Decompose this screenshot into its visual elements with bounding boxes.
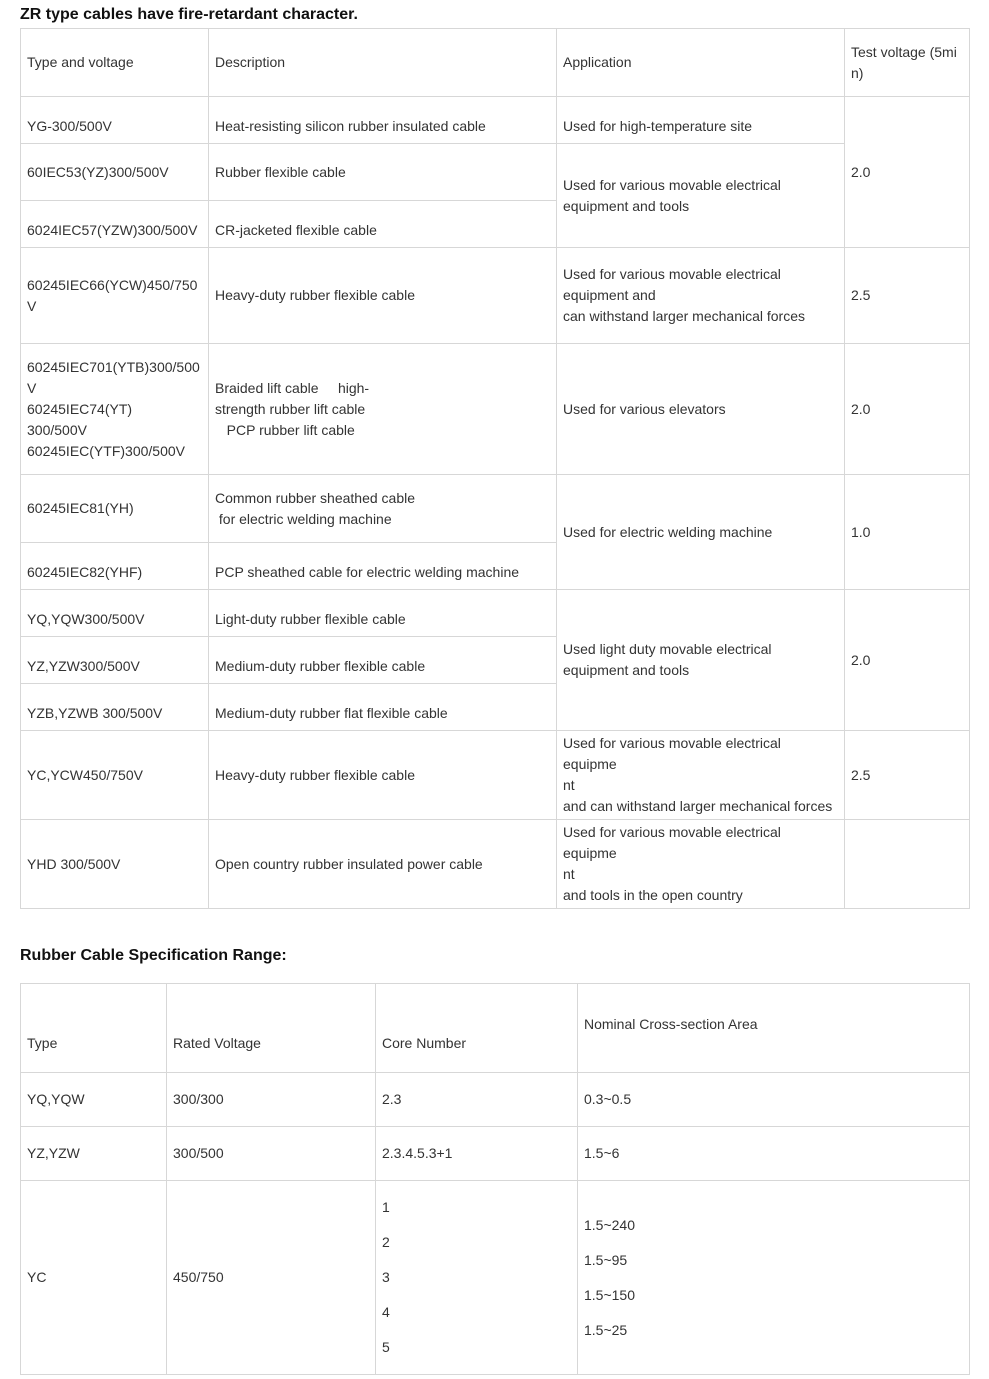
cell-type: YG-300/500V bbox=[21, 97, 209, 144]
cell-type: 60245IEC82(YHF) bbox=[21, 543, 209, 590]
cell-type: 60IEC53(YZ)300/500V bbox=[21, 144, 209, 201]
header-core-number: Core Number bbox=[376, 984, 578, 1073]
cell-type: YQ,YQW bbox=[21, 1073, 167, 1127]
table-row bbox=[21, 1181, 970, 1375]
cell-description: CR-jacketed flexible cable bbox=[209, 201, 557, 248]
cell-test-voltage bbox=[845, 820, 970, 909]
header-cross-section: Nominal Cross-section Area bbox=[578, 984, 970, 1073]
cell-test-voltage: 2.5 bbox=[845, 731, 970, 820]
section1-title: ZR type cables have fire-retardant character. bbox=[20, 6, 358, 23]
cell-description: Open country rubber insulated power cable bbox=[209, 820, 557, 909]
table-row bbox=[21, 248, 970, 344]
cell-test-voltage: 2.5 bbox=[845, 248, 970, 344]
cell-type: YZ,YZW bbox=[21, 1127, 167, 1181]
core-number-item: 4 bbox=[382, 1304, 390, 1320]
cell-test-voltage: 1.0 bbox=[845, 475, 970, 590]
cell-description: Heavy-duty rubber flexible cable bbox=[209, 248, 557, 344]
section2-title: Rubber Cable Specification Range: bbox=[20, 947, 287, 964]
cell-test-voltage: 2.0 bbox=[845, 344, 970, 475]
cell-description: Braided lift cable high- strength rubber lift cable PCP rubber lift cable bbox=[209, 344, 557, 475]
cell-description: Light-duty rubber flexible cable bbox=[209, 590, 557, 637]
zr-cable-table bbox=[20, 28, 970, 909]
cell-application: Used for various movable electrical equipment and tools bbox=[557, 144, 845, 248]
core-number-item: 1 bbox=[382, 1199, 390, 1215]
cross-section-item: 1.5~150 bbox=[584, 1286, 635, 1303]
cross-section-list bbox=[584, 1208, 963, 1348]
cell-application: Used for electric welding machine bbox=[557, 475, 845, 590]
cell-type: 6024IEC57(YZW)300/500V bbox=[21, 201, 209, 248]
cell-core-number: 2.3 bbox=[376, 1073, 578, 1127]
header-rated-voltage: Rated Voltage bbox=[167, 984, 376, 1073]
cell-core-number: 2.3.4.5.3+1 bbox=[376, 1127, 578, 1181]
table-row bbox=[21, 590, 970, 637]
cell-type: 60245IEC66(YCW)450/750V bbox=[21, 248, 209, 344]
cell-application: Used for various movable electrical equipme nt and can withstand larger mechanical forces bbox=[557, 731, 845, 820]
table-row bbox=[21, 820, 970, 909]
cell-type: 60245IEC81(YH) bbox=[21, 475, 209, 543]
cell-rated-voltage: 300/500 bbox=[167, 1127, 376, 1181]
cell-description: Medium-duty rubber flexible cable bbox=[209, 637, 557, 684]
table-row bbox=[21, 97, 970, 144]
table-row bbox=[21, 1073, 970, 1127]
cell-application: Used for high-temperature site bbox=[557, 97, 845, 144]
cell-type: YC bbox=[21, 1181, 167, 1375]
header-test-voltage: Test voltage (5mi n) bbox=[845, 29, 970, 97]
cell-rated-voltage: 300/300 bbox=[167, 1073, 376, 1127]
cross-section-item: 1.5~25 bbox=[584, 1321, 628, 1338]
cell-core-number bbox=[376, 1181, 578, 1375]
header-type: Type and voltage bbox=[21, 29, 209, 97]
table-header-row bbox=[21, 984, 970, 1073]
table-row bbox=[21, 475, 970, 543]
cell-description: PCP sheathed cable for electric welding machine bbox=[209, 543, 557, 590]
core-number-item: 3 bbox=[382, 1269, 390, 1285]
cell-cross-section bbox=[578, 1181, 970, 1375]
header-application: Application bbox=[557, 29, 845, 97]
cell-type: YZ,YZW300/500V bbox=[21, 637, 209, 684]
cell-test-voltage: 2.0 bbox=[845, 97, 970, 248]
core-number-list bbox=[382, 1190, 571, 1365]
table-row bbox=[21, 344, 970, 475]
cell-description: Medium-duty rubber flat flexible cable bbox=[209, 684, 557, 731]
cell-application: Used light duty movable electrical equipment and tools bbox=[557, 590, 845, 731]
cell-type: 60245IEC701(YTB)300/500V 60245IEC74(YT) 300/500V 60245IEC(YTF)300/500V bbox=[21, 344, 209, 475]
cell-rated-voltage: 450/750 bbox=[167, 1181, 376, 1375]
header-type: Type bbox=[21, 984, 167, 1073]
table-row bbox=[21, 731, 970, 820]
header-description: Description bbox=[209, 29, 557, 97]
cell-test-voltage: 2.0 bbox=[845, 590, 970, 731]
cell-description: Rubber flexible cable bbox=[209, 144, 557, 201]
core-number-item: 2 bbox=[382, 1234, 390, 1250]
cell-description: Heavy-duty rubber flexible cable bbox=[209, 731, 557, 820]
table-row bbox=[21, 1127, 970, 1181]
cell-cross-section: 1.5~6 bbox=[578, 1127, 970, 1181]
spec-range-table bbox=[20, 983, 970, 1375]
cell-type: YC,YCW450/750V bbox=[21, 731, 209, 820]
cross-section-item: 1.5~240 bbox=[584, 1216, 635, 1233]
cell-application: Used for various movable electrical equipment and can withstand larger mechanical forces bbox=[557, 248, 845, 344]
table-header-row bbox=[21, 29, 970, 97]
cross-section-item: 1.5~95 bbox=[584, 1251, 628, 1268]
cell-cross-section: 0.3~0.5 bbox=[578, 1073, 970, 1127]
cell-type: YHD 300/500V bbox=[21, 820, 209, 909]
cell-application: Used for various movable electrical equipme nt and tools in the open country bbox=[557, 820, 845, 909]
core-number-item: 5 bbox=[382, 1339, 390, 1355]
cell-type: YQ,YQW300/500V bbox=[21, 590, 209, 637]
cell-application: Used for various elevators bbox=[557, 344, 845, 475]
table-row bbox=[21, 144, 970, 201]
cell-description: Common rubber sheathed cable for electric welding machine bbox=[209, 475, 557, 543]
cell-type: YZB,YZWB 300/500V bbox=[21, 684, 209, 731]
cell-description: Heat-resisting silicon rubber insulated cable bbox=[209, 97, 557, 144]
